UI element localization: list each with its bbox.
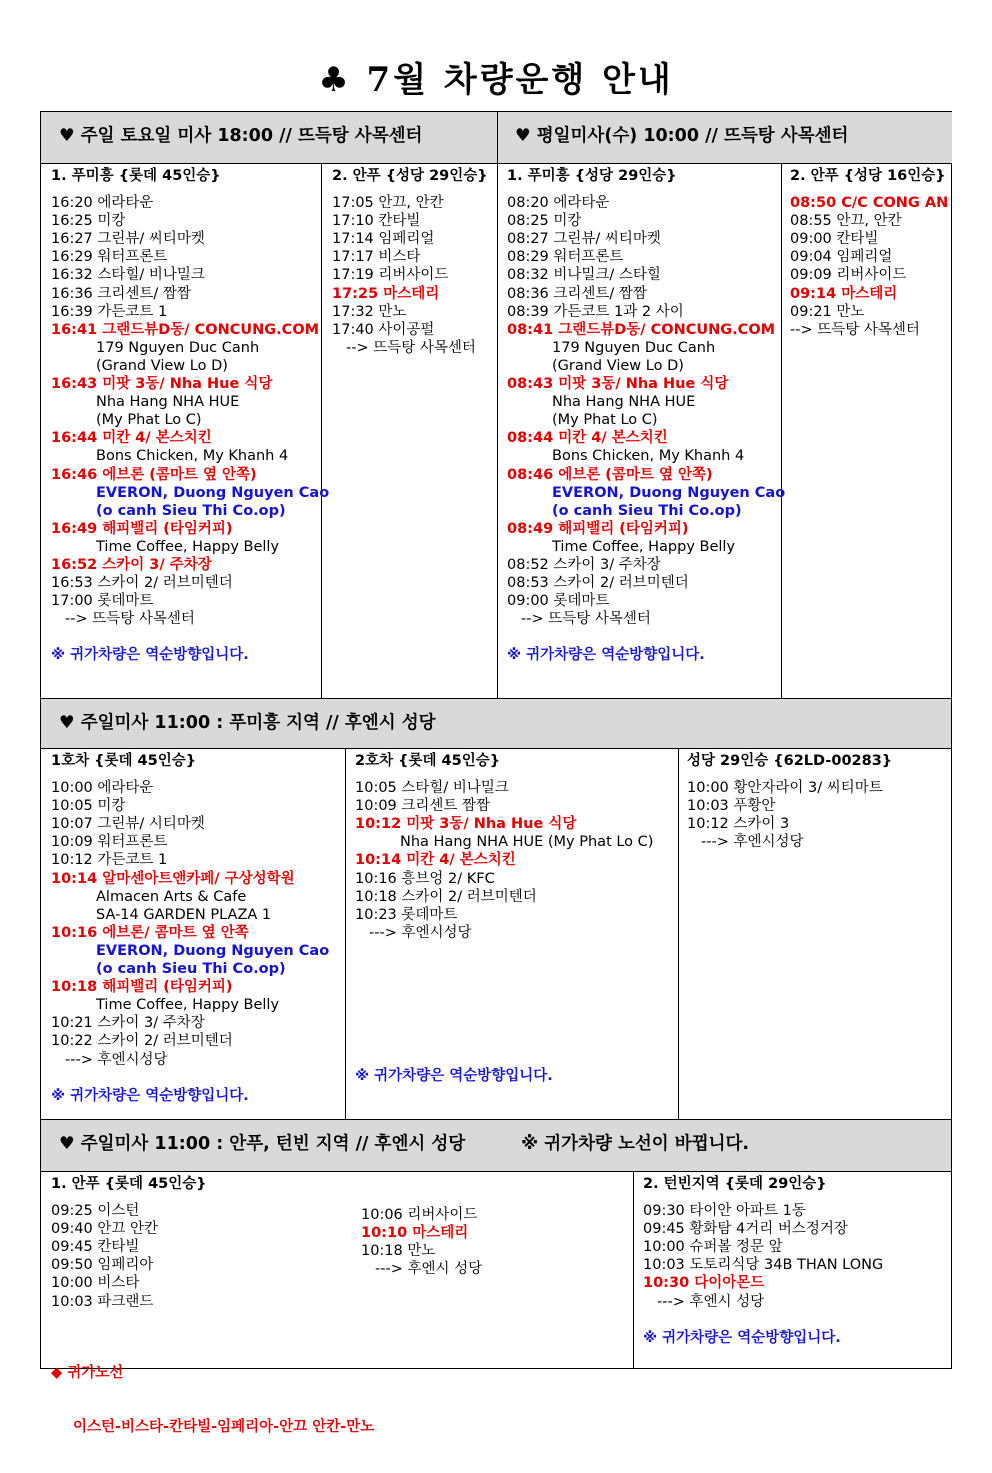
stop-row: Bons Chicken, My Khanh 4 (96, 448, 289, 465)
stop-row: 09:14 마스테리 (790, 285, 898, 302)
stop-row: EVERON, Duong Nguyen Cao (552, 484, 786, 501)
stop-row: 10:06 리버사이드 (361, 1207, 478, 1223)
stop-row: 08:20 에라타운 (507, 195, 610, 212)
stop-row: 08:41 그랜드뷰D동/ CONCUNG.COM (507, 321, 776, 338)
return-note: ※ 귀가차량은 역순방향입니다. (51, 647, 249, 664)
stop-row: 10:00 슈퍼볼 정문 앞 (643, 1239, 783, 1256)
return-route (51, 1328, 374, 1473)
stop-row: 10:16 흥브엉 2/ KFC (355, 870, 495, 887)
stop-row (507, 628, 785, 646)
column-heading: 2. 턴빈지역 {롯데 29인승} (643, 1176, 827, 1192)
stop-row: --> 뜨득탕 사목센터 (65, 611, 195, 628)
return-note: ※ 귀가차량은 역순방향입니다. (51, 1087, 249, 1104)
stop-row: 10:09 워터프론트 (51, 834, 168, 851)
stop-row: 10:14 알마센아트앤카페/ 구상성학원 (51, 870, 295, 887)
stop-row: --> 뜨득탕 사목센터 (790, 321, 920, 338)
stop-row: (Grand View Lo D) (552, 357, 684, 374)
stop-row: Nha Hang NHA HUE (My Phat Lo C) (400, 834, 654, 851)
section-header-sunday-1 (41, 699, 951, 749)
section-header-saturday (41, 112, 497, 164)
stop-row: ---> 후엔시성당 (369, 924, 472, 941)
route-column (355, 752, 653, 942)
stop-row: 10:18 스카이 2/ 러브미텐더 (355, 888, 537, 905)
page-title: ♣ 7월 차량운행 안내 (318, 60, 674, 100)
route-change-note: ※ 귀가차량 노선이 바뀝니다. (521, 1134, 750, 1154)
stop-row: 10:03 도토리식당 34B THAN LONG (643, 1257, 884, 1274)
stop-row: 10:09 크리센트 짬짬 (355, 798, 491, 815)
stop-row: EVERON, Duong Nguyen Cao (96, 484, 330, 501)
column-heading: 1. 안푸 {롯데 45인승} (51, 1176, 207, 1192)
stop-row: 10:03 파크랜드 (51, 1293, 154, 1310)
stop-row: 16:36 크리센트/ 짬짬 (51, 285, 191, 302)
stop-row: 10:00 비스타 (51, 1275, 140, 1292)
section-saturday-weekday (40, 111, 952, 699)
column-heading: 2. 안푸 {성당 29인승} (332, 168, 488, 184)
stop-row: Time Coffee, Happy Belly (96, 538, 280, 555)
stop-row: 09:21 만노 (790, 303, 865, 320)
stop-row: 09:30 타이안 아파트 1동 (643, 1203, 806, 1220)
stop-row: 179 Nguyen Duc Canh (96, 339, 260, 356)
stop-row: 17:17 비스타 (332, 249, 421, 266)
stop-row: EVERON, Duong Nguyen Cao (96, 942, 330, 959)
stop-row: 08:46 에브론 (콤마트 옆 안쪽) (507, 466, 713, 483)
column-divider (497, 112, 498, 699)
stop-row: ---> 후엔시성당 (701, 834, 804, 851)
stop-row: 08:27 그린뷰/ 씨티마켓 (507, 231, 661, 248)
stop-row: Bons Chicken, My Khanh 4 (552, 448, 745, 465)
route-column (687, 752, 892, 851)
stop-row: (Grand View Lo D) (96, 357, 228, 374)
heart-icon: ♥ (59, 1134, 75, 1154)
stop-row (51, 1069, 329, 1087)
stop-row: ---> 후엔시성당 (65, 1051, 168, 1068)
header-text: 평일미사(수) 10:00 // 뜨득탕 사목센터 (536, 126, 849, 146)
stop-row: 16:32 스타힐/ 비나밀크 (51, 267, 205, 284)
column-divider (633, 1172, 634, 1369)
column-divider (678, 749, 679, 1120)
header-text: 주일미사 11:00 : 푸미흥 지역 // 후엔시 성당 (80, 713, 436, 733)
stop-row: 16:39 가든코트 1 (51, 303, 168, 320)
stop-row: 09:45 황화탐 4거리 버스정거장 (643, 1221, 848, 1238)
stop-row: Time Coffee, Happy Belly (552, 538, 736, 555)
stop-row: 10:03 푸황안 (687, 798, 776, 815)
stop-row: 09:04 임페리얼 (790, 249, 893, 266)
stop-row: 08:43 미팟 3동/ Nha Hue 식당 (507, 376, 729, 393)
stop-row: 16:29 워터프론트 (51, 249, 168, 266)
stop-row: 16:25 미캉 (51, 213, 126, 230)
return-note: ※ 귀가차량은 역순방향입니다. (355, 1068, 553, 1084)
route-column (332, 167, 488, 357)
stop-row: 16:52 스카이 3/ 주차장 (51, 556, 212, 573)
stop-row: Almacen Arts & Cafe (96, 888, 247, 905)
stop-row: 08:44 미칸 4/ 본스치킨 (507, 430, 668, 447)
column-heading: 1호차 {롯데 45인승} (51, 753, 197, 769)
stop-row: 10:12 가든코트 1 (51, 852, 168, 869)
stop-row: 09:40 안끄 안칸 (51, 1221, 159, 1238)
stop-row: 09:00 칸타빌 (790, 231, 879, 248)
stop-row: 09:00 롯데마트 (507, 593, 610, 610)
stop-row: 10:05 미캉 (51, 798, 126, 815)
stop-row: 10:07 그린뷰/ 시티마켓 (51, 816, 205, 833)
stop-row: 16:53 스카이 2/ 러브미텐더 (51, 575, 233, 592)
stop-row: 08:55 안끄, 안칸 (790, 213, 902, 230)
section-header-weekday (497, 112, 952, 164)
stop-row: 08:29 워터프론트 (507, 249, 624, 266)
column-heading: 1. 푸미흥 {롯데 45인승} (51, 168, 221, 184)
stop-row: 16:46 에브론 (콤마트 옆 안쪽) (51, 466, 257, 483)
stop-row: 10:10 마스테리 (361, 1225, 469, 1242)
stop-row: 16:43 미팟 3동/ Nha Hue 식당 (51, 376, 273, 393)
return-note: ※ 귀가차량은 역순방향입니다. (643, 1329, 841, 1346)
stop-row: (o canh Sieu Thi Co.op) (96, 961, 286, 978)
stop-row: 09:50 임페리아 (51, 1257, 154, 1274)
stop-row: 17:00 롯데마트 (51, 593, 154, 610)
stop-row: 10:30 다이아몬드 (643, 1275, 765, 1292)
header-text: 주일 토요일 미사 18:00 // 뜨득탕 사목센터 (80, 126, 423, 146)
stop-row (643, 1311, 883, 1329)
stop-row: 10:00 에라타운 (51, 780, 154, 797)
stop-row: 08:53 스카이 2/ 러브미텐더 (507, 575, 689, 592)
section-sunday-phu-my-hung (40, 698, 952, 1120)
section-sunday-an-phu (40, 1119, 952, 1436)
section-header-sunday-2 (41, 1120, 951, 1172)
stop-row: ---> 후엔시 성당 (657, 1293, 765, 1310)
stop-row: 10:16 에브론/ 콤마트 옆 안쪽 (51, 924, 249, 941)
stop-row (51, 628, 329, 646)
stop-row: 17:40 사이공펄 (332, 321, 435, 338)
route-column-b (361, 1206, 482, 1278)
header-text: 주일미사 11:00 : 안푸, 턴빈 지역 // 후엔시 성당 (80, 1134, 466, 1154)
stop-row: 08:50 C/C CONG AN (790, 195, 949, 212)
stop-row: ---> 후엔시 성당 (375, 1261, 483, 1278)
heart-icon: ♥ (59, 126, 75, 146)
stop-row: 08:36 크리센트/ 짬짬 (507, 285, 647, 302)
stop-row: 10:05 스타힐/ 비나밀크 (355, 780, 509, 797)
stop-row: 16:49 해피밸리 (타임커피) (51, 520, 233, 537)
route-column (507, 167, 785, 665)
heart-icon: ♥ (59, 713, 75, 733)
stop-row: (My Phat Lo C) (552, 412, 658, 429)
stop-row: 17:19 리버사이드 (332, 267, 449, 284)
stop-row: 10:00 황안자라이 3/ 씨티마트 (687, 780, 883, 797)
stop-row: 16:41 그랜드뷰D동/ CONCUNG.COM (51, 321, 320, 338)
stop-row: 17:14 임페리얼 (332, 231, 435, 248)
stop-row: --> 뜨득탕 사목센터 (346, 339, 476, 356)
route-column (51, 167, 329, 665)
stop-row: 16:27 그린뷰/ 씨티마켓 (51, 231, 205, 248)
stop-row: 08:49 해피밸리 (타임커피) (507, 520, 689, 537)
heart-icon: ♥ (515, 126, 531, 146)
stop-row: 17:05 안끄, 안칸 (332, 195, 444, 212)
stop-row: 08:32 비나밀크/ 스타힐 (507, 267, 661, 284)
stop-row: 09:25 이스턴 (51, 1203, 140, 1220)
column-heading: 1. 푸미흥 {성당 29인승} (507, 168, 677, 184)
stop-row: 179 Nguyen Duc Canh (552, 339, 716, 356)
return-note: ※ 귀가차량은 역순방향입니다. (507, 647, 705, 664)
route-column (51, 1175, 207, 1311)
return-route-stops: 이스턴-비스타-칸타빌-임페리아-안끄 안칸-만노 (73, 1419, 375, 1436)
stop-row: 17:32 만노 (332, 303, 407, 320)
stop-row: 17:10 칸타빌 (332, 213, 421, 230)
stop-row: Time Coffee, Happy Belly (96, 997, 280, 1014)
stop-row: 16:44 미칸 4/ 본스치킨 (51, 430, 212, 447)
column-heading: 2. 안푸 {성당 16인승} (790, 168, 946, 184)
stop-row: 10:21 스카이 3/ 주차장 (51, 1015, 205, 1032)
stop-row: 10:12 미팟 3동/ Nha Hue 식당 (355, 816, 577, 833)
stop-row: 10:12 스카이 3 (687, 816, 790, 833)
stop-row: (o canh Sieu Thi Co.op) (552, 502, 742, 519)
stop-row: 10:18 만노 (361, 1243, 436, 1260)
route-column (643, 1175, 883, 1347)
stop-row: Nha Hang NHA HUE (552, 394, 696, 411)
route-column (790, 167, 948, 339)
stop-row: 08:39 가든코트 1과 2 사이 (507, 303, 684, 320)
stop-row: 17:25 마스테리 (332, 285, 440, 302)
column-divider (345, 749, 346, 1120)
return-route-title: ◆ 귀가노선 (51, 1365, 124, 1382)
route-column (51, 752, 329, 1105)
stop-row: 16:20 에라타운 (51, 195, 154, 212)
stop-row: --> 뜨득탕 사목센터 (521, 611, 651, 628)
stop-row: 09:09 리버사이드 (790, 267, 907, 284)
stop-row: SA-14 GARDEN PLAZA 1 (96, 906, 272, 923)
stop-row: Nha Hang NHA HUE (96, 394, 240, 411)
stop-row: 08:25 미캉 (507, 213, 582, 230)
stop-row: 10:14 미칸 4/ 본스치킨 (355, 852, 516, 869)
column-heading: 성당 29인승 {62LD-00283} (687, 753, 893, 769)
stop-row: 10:23 롯데마트 (355, 906, 458, 923)
stop-row: 09:45 칸타빌 (51, 1239, 140, 1256)
stop-row: (My Phat Lo C) (96, 412, 202, 429)
stop-row: 10:18 해피밸리 (타임커피) (51, 979, 233, 996)
stop-row: 10:22 스카이 2/ 러브미텐더 (51, 1033, 233, 1050)
column-heading: 2호차 {롯데 45인승} (355, 753, 501, 769)
stop-row: 08:52 스카이 3/ 주차장 (507, 556, 661, 573)
stop-row: (o canh Sieu Thi Co.op) (96, 502, 286, 519)
